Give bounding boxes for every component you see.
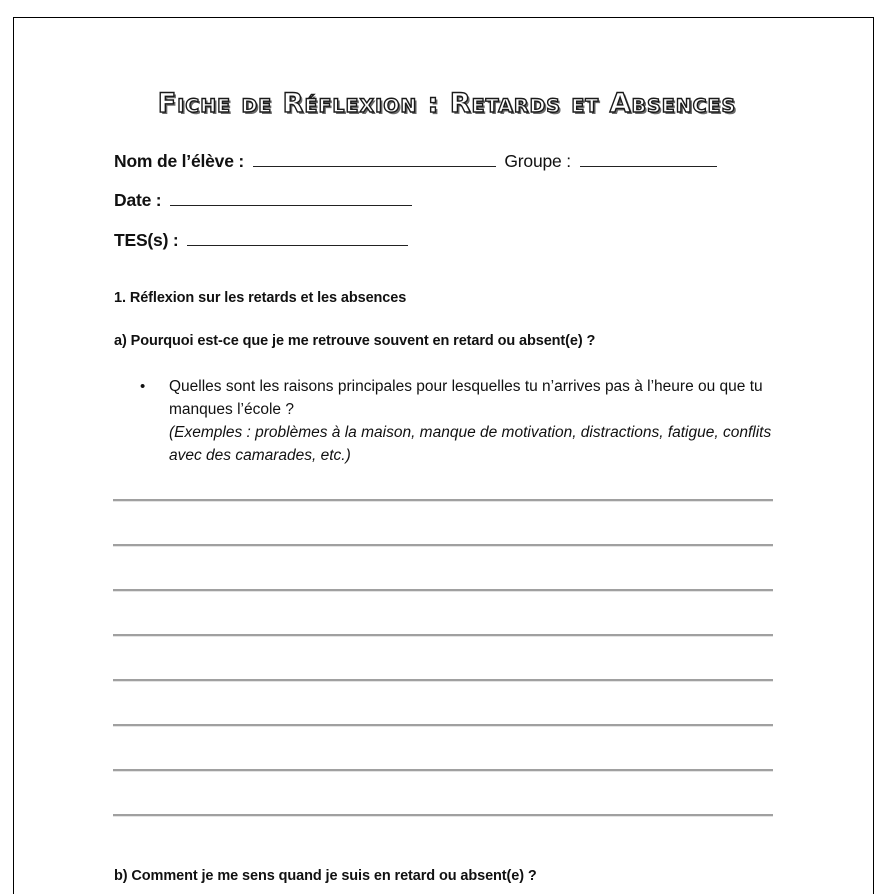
question-a-label: a) Pourquoi est-ce que je me retrouve souvent en retard ou absent(e) ?	[114, 333, 596, 349]
question-b-label: b) Comment je me sens quand je suis en retard ou absent(e) ?	[114, 868, 537, 884]
answer-line-6[interactable]	[113, 724, 773, 726]
student-name-row	[114, 150, 717, 172]
answer-line-3[interactable]	[113, 589, 773, 591]
answer-line-8[interactable]	[113, 814, 773, 816]
date-row	[114, 189, 412, 211]
student-name-label: Nom de l’élève :	[114, 151, 245, 171]
group-field[interactable]	[580, 150, 717, 167]
document-title: Fiche de Réflexion : Retards et Absences	[157, 88, 737, 119]
bullet-examples: (Exemples : problèmes à la maison, manque de motivation, distractions, fatigue, conflits avec des camarades, etc.)	[169, 424, 772, 464]
bullet-question: Quelles sont les raisons principales pour lesquelles tu n’arrives pas à l’heure ou que tu manques l’école ?	[169, 378, 763, 418]
section-1-heading: 1. Réflexion sur les retards et les absences	[114, 290, 407, 306]
date-field[interactable]	[170, 189, 412, 206]
student-name-field[interactable]	[253, 150, 496, 167]
tes-row	[114, 229, 408, 251]
answer-line-2[interactable]	[113, 544, 773, 546]
answer-line-5[interactable]	[113, 679, 773, 681]
tes-field[interactable]	[187, 229, 408, 246]
bullet-icon: •	[140, 378, 146, 395]
date-label: Date :	[114, 190, 162, 210]
bullet-text	[169, 375, 789, 467]
tes-label: TES(s) :	[114, 230, 179, 250]
answer-line-1[interactable]	[113, 499, 773, 501]
answer-line-7[interactable]	[113, 769, 773, 771]
answer-line-4[interactable]	[113, 634, 773, 636]
group-label: Groupe :	[504, 151, 571, 171]
